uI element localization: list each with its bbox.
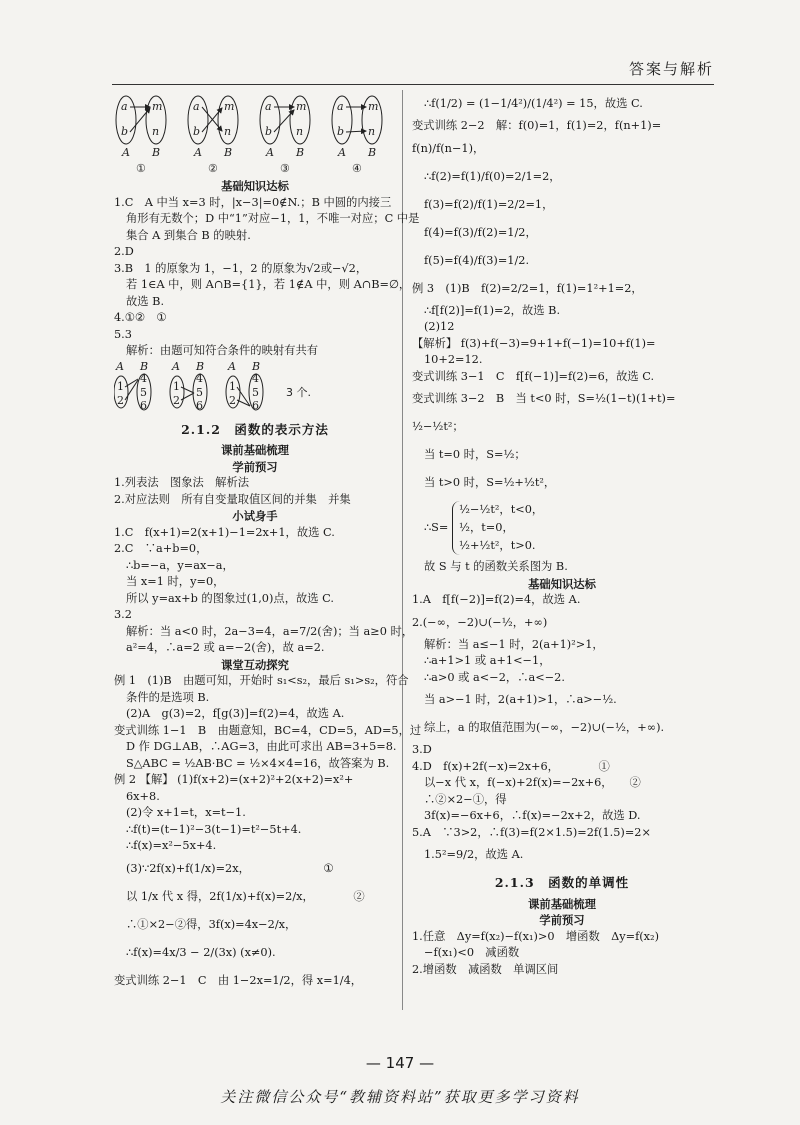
text-line: ∴f(t)=(t−1)²−3(t−1)=t²−5t+4.	[126, 822, 302, 836]
text-line: 3f(x)=−6x+6，∴f(x)=−2x+2，故选 D.	[424, 809, 641, 822]
set-label-A: A	[194, 146, 202, 159]
text-line: S△ABC = ½AB·BC = ½×4×4=16，故答案为 B.	[126, 756, 390, 770]
text-line: 变式训练 3−2 B 当 t<0 时，S=½(1−t)(1+t)=	[412, 392, 676, 405]
text-line: 集合 A 到集合 B 的映射.	[126, 228, 251, 242]
element-4: 4	[196, 371, 203, 385]
set-element-b: b	[121, 125, 129, 138]
element-1: 1	[173, 379, 180, 393]
text-line: 当 t=0 时，S=½；	[424, 448, 526, 461]
set-label-B: B	[140, 359, 149, 373]
column-divider	[402, 90, 403, 1010]
element-6: 6	[196, 398, 203, 412]
text-line: 综上，a 的取值范围为(−∞，−2)∪(−½，+∞).	[424, 721, 665, 734]
answers-block-1	[114, 178, 420, 360]
text-line: 条件的是选项 B.	[126, 690, 210, 704]
set-element-b: b	[193, 125, 201, 138]
text-line: 10+2=12.	[424, 353, 483, 366]
text-line: 解析：由题可知符合条件的映射有共有	[126, 344, 319, 357]
text-line: 2.1.2 函数的表示方法	[181, 421, 329, 437]
text-line: 1.C A 中当 x=3 时，|x−3|=0∉N.；B 中圆的内接三	[114, 195, 392, 209]
mapping-diagrams	[114, 90, 396, 178]
set-label-B: B	[152, 146, 161, 159]
text-line: 2.C ∵a+b=0，	[114, 542, 208, 555]
set-label-A: A	[338, 146, 346, 159]
text-line: 当 t>0 时，S=½+½t²，	[424, 476, 556, 489]
element-1: 1	[117, 379, 124, 393]
text-line: 2.1.3 函数的单调性	[494, 875, 630, 890]
diagram-number: ④	[352, 162, 362, 175]
text-line: ∴a>0 或 a<−2，∴a<−2.	[424, 670, 565, 684]
text-line: 1.5²=9/2，故选 A.	[424, 848, 524, 861]
text-line: D 作 DG⊥AB，∴AG=3，由此可求出 AB=3+5=8.	[126, 740, 397, 753]
piecewise-row: ½+½t²，t>0.	[459, 539, 536, 552]
text-line: ∴f(x)=4x/3 − 2/(3x) (x≠0).	[126, 945, 276, 959]
piecewise-function	[412, 501, 712, 555]
text-line: 变式训练 3−1 C f[f(−1)]=f(2)=6，故选 C.	[412, 369, 655, 383]
text-line: ∴①×2−②得，3f(x)=4x−2/x，	[126, 917, 297, 931]
text-line: 3.B 1 的原象为 1，−1，2 的原象为√2或−√2，	[114, 261, 368, 275]
set-element-n: n	[152, 125, 160, 138]
text-line: 课前基础梳理	[221, 443, 289, 457]
text-line: (3)∵2f(x)+f(1/x)=2x， ①	[126, 861, 334, 875]
text-line: ∴f(2)=f(1)/f(0)=2/1=2，	[424, 169, 561, 183]
text-line: 若 1∈A 中，则 A∩B={1}，若 1∉A 中，则 A∩B=∅，	[126, 278, 411, 291]
page-header-title: 答案与解析	[628, 60, 714, 78]
text-line: 解析：当 a<0 时，2a−3=4，a=7/2(舍)；当 a≥0 时，	[126, 624, 414, 638]
set-element-b: b	[265, 125, 273, 138]
set-label-A: A	[122, 146, 130, 159]
set-element-n: n	[296, 125, 304, 138]
text-line: 例 2 【解】 (1)f(x+2)=(x+2)²+2(x+2)=x²+	[114, 773, 354, 786]
element-5: 5	[196, 385, 203, 399]
text-line: 当 a>−1 时，2(a+1)>1，∴a>−½.	[424, 693, 617, 706]
text-line: 学前预习	[232, 459, 278, 474]
piecewise-lead: ∴S=	[424, 521, 449, 534]
text-line: ½−½t²；	[412, 420, 464, 433]
text-line: 小试身手	[232, 509, 278, 523]
text-line: a²=4，∴a=2 或 a=−2(舍)，故 a=2.	[126, 641, 325, 654]
text-line: 4.D f(x)+2f(−x)=2x+6， ①	[412, 759, 610, 773]
set-label-A: A	[228, 359, 236, 373]
text-line: 5.A ∵3>2，∴f(3)=f(2×1.5)=2f(1.5)=2×	[412, 825, 651, 839]
text-line: (2)12	[424, 320, 455, 333]
element-2: 2	[173, 393, 180, 407]
text-line: 学前预习	[539, 913, 585, 927]
text-line: 例 3 (1)B f(2)=2/2=1，f(1)=1²+1=2，	[412, 281, 643, 295]
element-6: 6	[140, 398, 147, 412]
text-line: 2.(−∞，−2)∪(−½，+∞)	[412, 615, 548, 629]
element-4: 4	[140, 371, 147, 385]
set-element-n: n	[368, 125, 376, 138]
page-number: — 147 —	[365, 1054, 435, 1072]
text-line: ∴f[f(2)]=f(1)=2，故选 B.	[424, 303, 561, 317]
text-line: 以 1/x 代 x 得，2f(1/x)+f(x)=2/x， ②	[126, 889, 365, 903]
diagram-number: ①	[136, 162, 146, 175]
right-column	[412, 90, 712, 978]
footer-note: 关注微信公众号“教辅资料站”获取更多学习资料	[220, 1088, 580, 1106]
piecewise-brace	[452, 501, 543, 555]
text-line: 变式训练 2−1 C 由 1−2x=1/2，得 x=1/4，	[114, 973, 363, 987]
header-rule	[112, 84, 714, 85]
text-line: (2)A g(3)=2，f[g(3)]=f(2)=4，故选 A.	[126, 707, 345, 720]
text-line: 5.3	[114, 327, 132, 341]
text-line: 故选 B.	[126, 294, 165, 308]
text-line: 解析：当 a≤−1 时，2(a+1)²>1，	[424, 637, 604, 651]
text-line: f(3)=f(2)/f(1)=2/2=1，	[424, 197, 554, 211]
set-element-m: m	[152, 100, 163, 113]
set-label-A: A	[172, 359, 180, 373]
text-line: ∴f(1/2) = (1−1/4²)/(1/4²) = 15，故选 C.	[424, 97, 643, 110]
text-line: 当 x=1 时，y=0，	[126, 575, 225, 588]
small-mapping-diagrams	[114, 360, 396, 416]
text-line: 2.D	[114, 245, 134, 258]
text-line: 变式训练 2−2 解：f(0)=1，f(1)=2，f(n+1)=	[412, 119, 662, 132]
set-label-B: B	[224, 146, 233, 159]
text-line: ∴f(x)=x²−5x+4.	[126, 839, 217, 852]
text-line: 6x+8.	[126, 789, 160, 803]
mapping-count: 3 个.	[286, 385, 311, 399]
text-line: ∴b=−a，y=ax−a，	[126, 558, 234, 572]
text-line: 以−x 代 x，f(−x)+2f(x)=−2x+6， ②	[424, 776, 641, 789]
text-line: 2.对应法则 所有自变量取值区间的并集 并集	[114, 492, 351, 506]
text-line: 【解析】 f(3)+f(−3)=9+1+f(−1)=10+f(1)=	[412, 336, 656, 350]
element-4: 4	[252, 371, 259, 385]
set-element-a: a	[121, 100, 128, 113]
element-5: 5	[140, 385, 147, 399]
element-6: 6	[252, 398, 259, 412]
text-line: 3.D	[412, 743, 432, 756]
text-line: 课前基础梳理	[528, 896, 596, 911]
text-line: 4.①② ①	[114, 311, 167, 324]
diagram-number: ②	[208, 162, 218, 175]
text-line: f(n)/f(n−1)，	[412, 141, 485, 155]
set-label-B: B	[196, 359, 205, 373]
text-line: −f(x₁)<0 减函数	[424, 946, 520, 959]
text-line: ∴a+1>1 或 a+1<−1，	[424, 654, 551, 667]
text-line: 角形有无数个；D 中“1”对应−1，1，不唯一对应；C 中是	[126, 212, 420, 225]
set-label-B: B	[252, 359, 261, 373]
piecewise-row: ½，t=0，	[459, 521, 514, 534]
text-line: 所以 y=ax+b 的图象过(1,0)点，故选 C.	[126, 591, 335, 605]
text-line: (2)令 x+1=t，x=t−1.	[126, 806, 246, 819]
text-line: 1.C f(x+1)=2(x+1)−1=2x+1，故选 C.	[114, 525, 335, 539]
text-line: 1.列表法 图象法 解析法	[114, 476, 250, 489]
answers-block-4	[412, 559, 712, 978]
text-line: f(4)=f(3)/f(2)=1/2，	[424, 225, 537, 239]
element-1: 1	[229, 379, 236, 393]
element-5: 5	[252, 385, 259, 399]
text-line: 课堂互动探究	[221, 657, 289, 672]
text-line: 1.任意 Δy=f(x₂)−f(x₁)>0 增函数 Δy=f(x₂)	[412, 929, 659, 943]
set-element-a: a	[193, 100, 200, 113]
text-line: 例 1 (1)B 由题可知，开始时 s₁<s₂，最后 s₁>s₂，符合	[114, 674, 409, 687]
text-line: 变式训练 1−1 B 由题意知，BC=4，CD=5，AD=5，过	[114, 723, 422, 737]
set-label-B: B	[368, 146, 377, 159]
answers-block-3	[412, 90, 712, 497]
set-element-m: m	[224, 100, 235, 113]
set-label-A: A	[116, 359, 124, 373]
element-2: 2	[229, 393, 236, 407]
text-line: 1.A f[f(−2)]=f(2)=4，故选 A.	[412, 593, 581, 606]
text-line: ∴②×2−①，得	[424, 792, 507, 806]
diagram-number: ③	[280, 162, 290, 175]
set-element-n: n	[224, 125, 232, 138]
set-label-A: A	[266, 146, 274, 159]
element-2: 2	[117, 393, 124, 407]
text-line: 基础知识达标	[221, 179, 289, 193]
text-line: f(5)=f(4)/f(3)=1/2.	[424, 253, 530, 267]
set-element-a: a	[265, 100, 272, 113]
text-line: 2.增函数 减函数 单调区间	[412, 962, 559, 976]
set-element-m: m	[296, 100, 307, 113]
set-element-b: b	[337, 125, 345, 138]
set-label-B: B	[296, 146, 305, 159]
set-element-m: m	[368, 100, 379, 113]
piecewise-row: ½−½t²，t<0，	[459, 503, 544, 516]
text-line: 故 S 与 t 的函数关系图为 B.	[424, 560, 568, 573]
text-line: 基础知识达标	[528, 576, 596, 591]
text-line: 3.2	[114, 608, 132, 621]
set-element-a: a	[337, 100, 344, 113]
